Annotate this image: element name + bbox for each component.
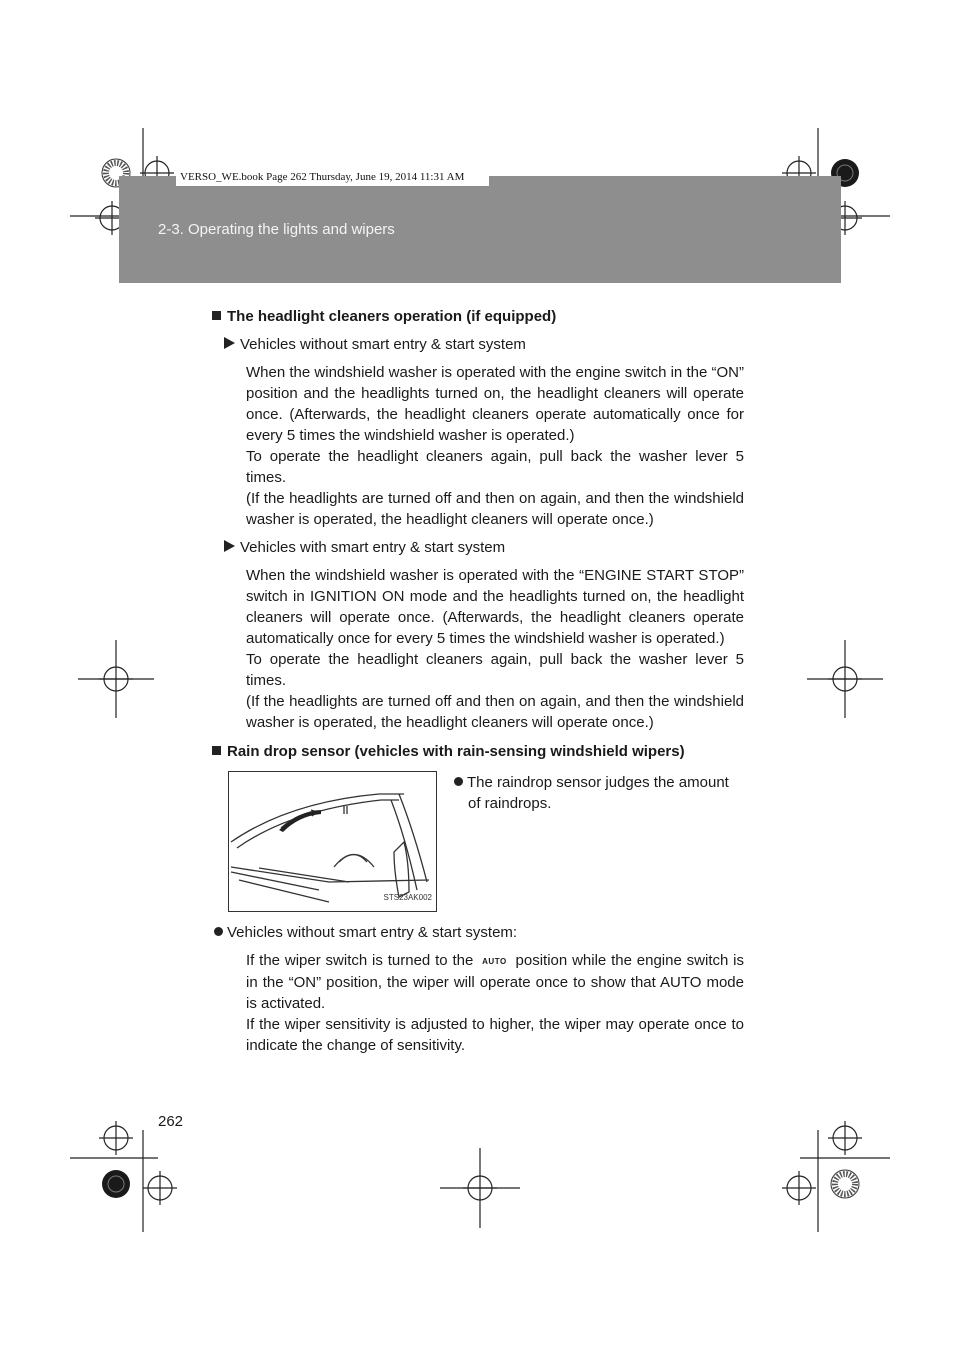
rain-section-title: Rain drop sensor (vehicles with rain-sensing windshield wipers) (212, 741, 744, 762)
page-number: 262 (158, 1113, 184, 1130)
square-bullet-icon (212, 311, 221, 320)
triangle-bullet-icon (224, 540, 235, 552)
rain-bullet-heading: Vehicles without smart entry & start system: (214, 922, 744, 943)
figure-code: STS23AK002 (383, 893, 432, 902)
section-header: 2-3. Operating the lights and wipers (158, 221, 395, 238)
paragraph-group: When the windshield washer is operated with the engine switch in the “ON” position and the headlights turned on, the headlight cleaners will operate once. (Afterwards, the headlight cleaners operate automatically once for every 5 times the windshield washer is operated.) To operate the headlight cleaners again, pull back the washer lever 5 times. (If the headlights are turned off and then on again, and then the windshield washer is operated, the headlight cleaners will operate once.) (246, 364, 744, 528)
paragraph-group: When the windshield washer is operated with the “ENGINE START STOP” switch in IGNITION ON mode and the headlights turned on, the headlight cleaners will operate once. (Afterwards, the headlight cleaners operate automatically once for every 5 times the windshield washer is operated.) To operate the headlight cleaners again, pull back the washer lever 5 times. (If the headlights are turned off and then on again, and then the windshield washer is operated, the headlight cleaners will operate once.) (246, 567, 744, 731)
figure-caption: The raindrop sensor judges the amount of raindrops. (454, 772, 742, 912)
auto-icon: AUTO (482, 956, 507, 966)
sub-heading-smart-entry: Vehicles with smart entry & start system (224, 537, 744, 558)
figure-row (228, 771, 744, 912)
windshield-illustration (228, 771, 437, 912)
circle-bullet-icon (454, 777, 463, 786)
sub-heading-no-smart-entry: Vehicles without smart entry & start system (224, 334, 744, 355)
main-content (212, 306, 744, 1056)
square-bullet-icon (212, 746, 221, 755)
circle-bullet-icon (214, 927, 223, 936)
auto-paragraph: If the wiper switch is turned to the AUTO position while the engine switch is in the “ON” position, the wiper will operate once to show that AUTO mode is activated. (246, 952, 745, 1012)
headlight-section-title: The headlight cleaners operation (if equipped) (212, 306, 744, 327)
book-info: VERSO_WE.book Page 262 Thursday, June 19, 2014 11:31 AM (176, 168, 489, 186)
triangle-bullet-icon (224, 337, 235, 349)
paragraph-group: If the wiper switch is turned to the AUTO position while the engine switch is in the “ON” position, the wiper will operate once to show that AUTO mode is activated. If the wiper sensitivity is adjusted to higher, the wiper may operate once to indicate the change of sensitivity. (246, 952, 745, 1054)
